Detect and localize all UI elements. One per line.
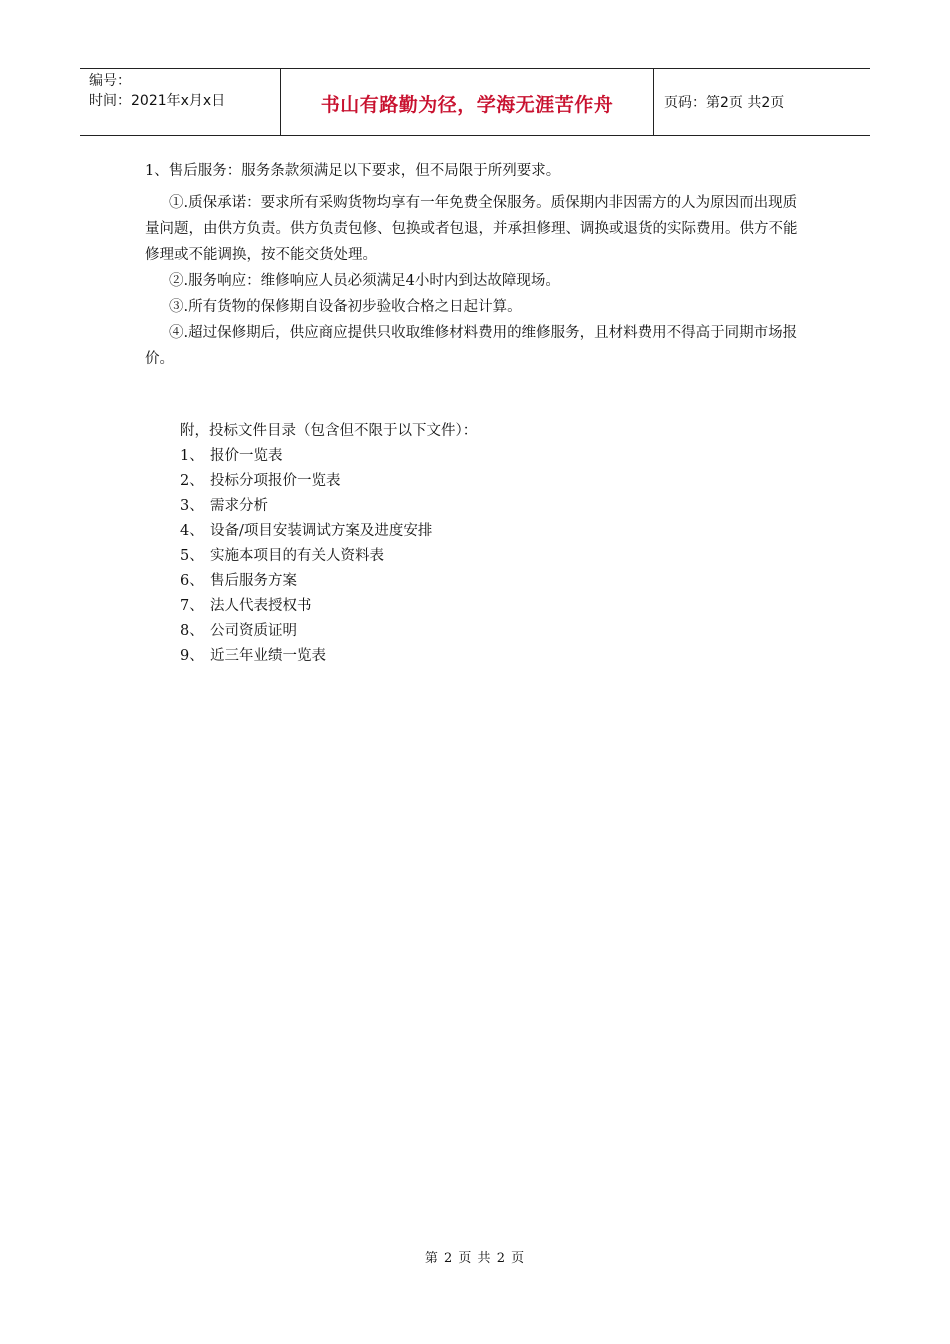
list-item-text: 需求分析 (210, 498, 268, 514)
header-page-cell (654, 69, 870, 135)
list-item-number: 3、 (180, 498, 204, 514)
appendix-title: 附，投标文件目录（包含但不限于以下文件）： (180, 423, 478, 439)
document-number-label: 编号： (89, 73, 131, 89)
header-page-number: 页码：第2页 共2页 (664, 95, 785, 111)
list-item (180, 569, 780, 594)
list-item-number: 2、 (180, 473, 204, 489)
service-term-warranty-period: ③.所有货物的保修期自设备初步验收合格之日起计算。 (169, 299, 522, 315)
header-motto-cell (281, 69, 654, 135)
list-item-text: 近三年业绩一览表 (210, 648, 326, 664)
list-item-number: 7、 (180, 598, 204, 614)
list-item-number: 6、 (180, 573, 204, 589)
list-item-number: 1、 (180, 448, 204, 464)
list-item-text: 法人代表授权书 (210, 598, 312, 614)
document-date-label: 时间：2021年x月x日 (89, 93, 226, 109)
list-item-text: 公司资质证明 (210, 623, 297, 639)
list-item (180, 644, 780, 669)
service-term-post-warranty: ④.超过保修期后，供应商应提供只收取维修材料费用的维修服务，且材料费用不得高于同期市场报价。 (145, 325, 798, 367)
list-item-text: 设备/项目安装调试方案及进度安排 (210, 523, 433, 539)
appendix-section (180, 419, 780, 669)
list-item-text: 投标分项报价一览表 (210, 473, 341, 489)
list-item-number: 8、 (180, 623, 204, 639)
appendix-list (180, 444, 780, 669)
list-item (180, 594, 780, 619)
list-item (180, 544, 780, 569)
service-term-response: ②.服务响应：维修响应人员必须满足4小时内到达故障现场。 (169, 273, 560, 289)
list-item-text: 报价一览表 (210, 448, 283, 464)
service-term-warranty: ①.质保承诺：要求所有采购货物均享有一年免费全保服务。质保期内非因需方的人为原因而出现质量问题，由供方负责。供方负责包修、包换或者包退，并承担修理、调换或退货的实际费用。供方不能修理或不能调换，按不能交货处理。 (145, 195, 798, 263)
list-item-text: 实施本项目的有关人资料表 (210, 548, 384, 564)
list-item-number: 5、 (180, 548, 204, 564)
page-footer (0, 1247, 950, 1266)
service-terms-intro: 1、售后服务：服务条款须满足以下要求，但不局限于所列要求。 (145, 163, 561, 179)
list-item-number: 4、 (180, 523, 204, 539)
list-item (180, 619, 780, 644)
service-terms-section (145, 158, 810, 372)
list-item (180, 469, 780, 494)
list-item (180, 444, 780, 469)
list-item (180, 494, 780, 519)
footer-page-number: 第 2 页 共 2 页 (424, 1251, 526, 1266)
list-item-number: 9、 (180, 648, 204, 664)
list-item-text: 售后服务方案 (210, 573, 297, 589)
page-header (80, 68, 870, 136)
header-meta (80, 69, 281, 135)
header-motto: 书山有路勤为径，学海无涯苦作舟 (320, 93, 614, 116)
list-item (180, 519, 780, 544)
